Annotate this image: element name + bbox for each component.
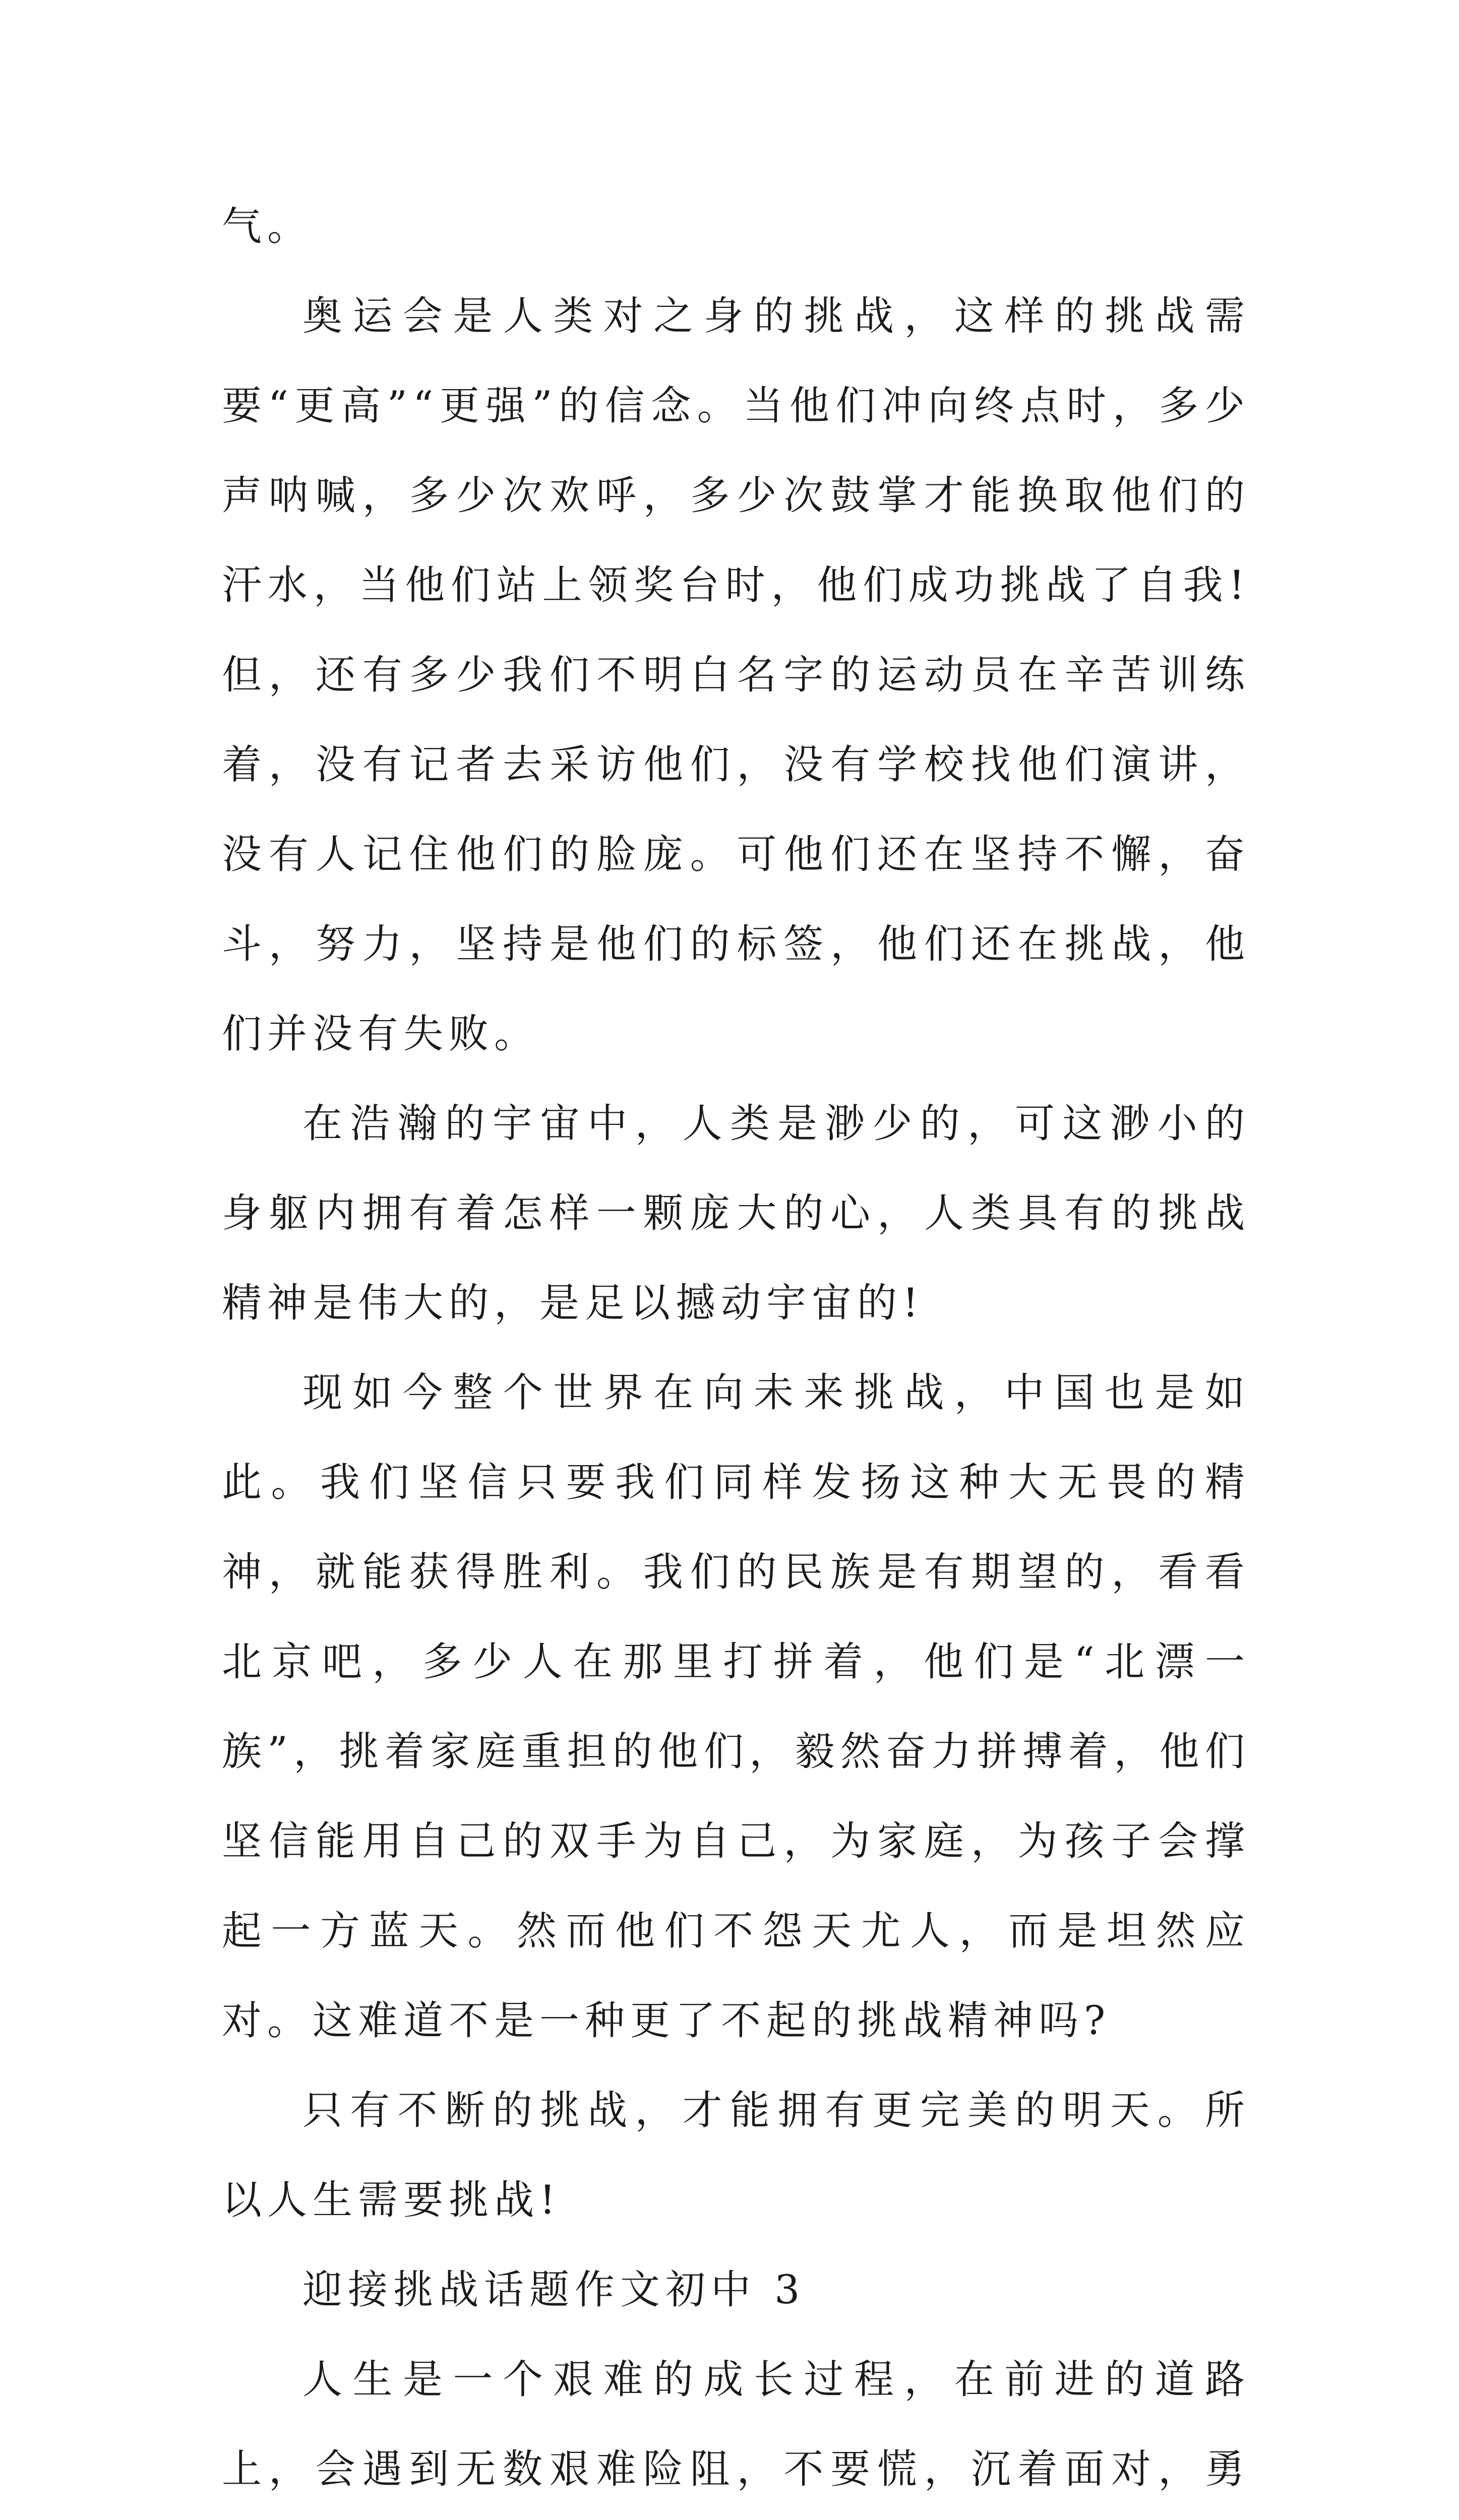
paragraph-world-challenge: 现如今整个世界在向未来挑战，中国也是如此。我们坚信只要我们同样发扬这种大无畏的精神，就能获得胜利。我们的民族是有期望的，看看北京吧，多少人在那里打拼着，他们是“北漂一族”，挑着家庭重担的他们，毅然奋力拼搏着，他们坚信能用自己的双手为自己，为家庭，为孩子会撑起一方蓝天。然而他们不怨天尤人，而是坦然应对。这难道不是一种更了不起的挑战精神吗?: [222, 1369, 1250, 2044]
paragraph-life-growth: 人生是一个艰难的成长过程，在前进的道路上，会遇到无数艰难险阻，不要慌，沉着面对，勇: [222, 2356, 1250, 2492]
paragraph-conclusion: 只有不断的挑战，才能拥有更完美的明天。所以人生需要挑战!: [222, 2087, 1250, 2223]
paragraph-universe: 在浩瀚的宇宙中，人类是渺少的，可这渺小的身躯内拥有着怎样一颗庞大的心，人类具有的挑战精神是伟大的，是足以撼动宇宙的!: [222, 1100, 1250, 1326]
paragraph-olympics: 奥运会是人类对之身的挑战，这样的挑战需要“更高”“更强”的信念。当他们冲向终点时，多少声呐喊，多少次欢呼，多少次鼓掌才能换取他们的汗水，当他们站上领奖台时，他们成功挑战了自我!但，还有多少我们不明白名字的运动员在辛苦训练着，没有记者去采访他们，没有学校找他们演讲，没有人记住他们的脸庞。可他们还在坚持不懈，奋斗，努力，坚持是他们的标签，他们还在挑战，他们并没有失败。: [222, 293, 1250, 1057]
essay-title: 迎接挑战话题作文初中 3: [302, 2266, 806, 2313]
paragraph-continuation: 气。: [222, 203, 313, 249]
document-body: [222, 181, 1250, 2520]
